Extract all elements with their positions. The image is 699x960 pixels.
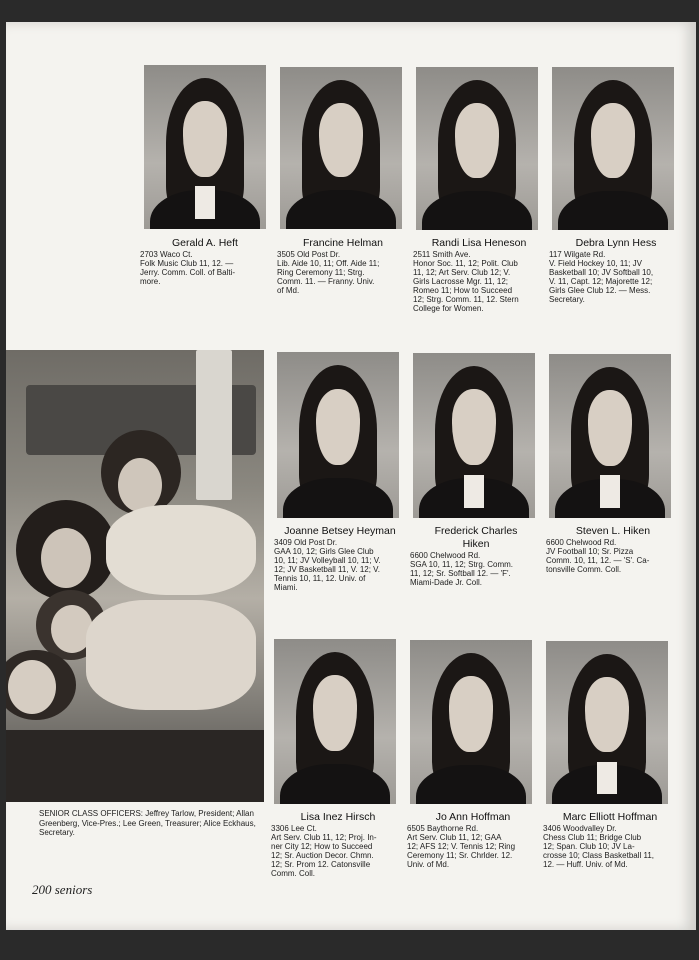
senior-name: Debra Lynn Hess	[575, 237, 657, 249]
senior-name: Francine Helman	[303, 237, 383, 249]
senior-name: Gerald A. Heft	[172, 237, 238, 249]
page-number: 200	[32, 882, 52, 897]
senior-name: Marc Elliott Hoffman	[562, 811, 658, 823]
senior-caption: Jo Ann Hoffman 6505 Baythorne Rd. Art Serv. Club 11, 12; GAA 12; AFS 12; V. Tennis 12; Ring Ceremony 11; Sr. Chrlder. 12. Univ. of Md.	[407, 811, 539, 869]
page-folio	[32, 882, 92, 898]
senior-caption: Steven L. Hiken 6600 Chelwood Rd. JV Football 10; Sr. Pizza Comm. 10, 11, 12. — 'S'. Ca- tonsville Comm. Coll.	[546, 525, 680, 574]
portrait-photo	[410, 640, 532, 804]
portrait-photo	[280, 67, 402, 229]
senior-caption: Frederick Charles Hiken 6600 Chelwood Rd. SGA 10, 11, 12; Strg. Comm. 11, 12; Sr. Softball 12. — 'F'. Miami-Dade Jr. Coll.	[410, 525, 542, 587]
senior-name-continued: Hiken	[462, 538, 490, 550]
senior-name: Frederick Charles	[434, 525, 518, 537]
officers-caption: SENIOR CLASS OFFICERS: Jeffrey Tarlow, President; Allan Greenberg, Vice-Pres.; Lee Green, Treasurer; Alice Eckhaus, Secretary.	[39, 809, 256, 837]
portrait-photo	[552, 67, 674, 230]
section-label: seniors	[54, 882, 93, 897]
senior-name: Steven L. Hiken	[575, 525, 651, 537]
senior-caption: Debra Lynn Hess 117 Wilgate Rd. V. Field Hockey 10, 11; JV Basketball 10; JV Softball 10, V. 11, Capt. 12; Majorette 12; Girls Glee Club 12. — Mess. Secretary.	[549, 237, 683, 304]
senior-caption: Joanne Betsey Heyman 3409 Old Post Dr. GAA 10, 12; Girls Glee Club 10, 11; JV Volleyball 10, 11; V. 12; JV Basketball 11, V. 12; V. Tennis 10, 11, 12. Univ. of Miami.	[274, 525, 406, 592]
portrait-photo	[413, 353, 535, 518]
senior-name: Joanne Betsey Heyman	[284, 525, 396, 537]
senior-caption: Marc Elliott Hoffman 3406 Woodvalley Dr. Chess Club 11; Bridge Club 12; Span. Club 10; JV La- crosse 10; Class Basketball 11, 12. — Huff. Univ. of Md.	[543, 811, 677, 869]
senior-name: Jo Ann Hoffman	[435, 811, 511, 823]
senior-name: Randi Lisa Heneson	[431, 237, 527, 249]
class-officers-photo	[6, 350, 264, 802]
yearbook-page	[6, 22, 696, 930]
portrait-photo	[274, 639, 396, 804]
senior-caption: Lisa Inez Hirsch 3306 Lee Ct. Art Serv. Club 11, 12; Proj. In- ner City 12; How to Succeed 12; Sr. Auction Decor. Chmn. 12; Sr. Prom 12. Catonsville Comm. Coll.	[271, 811, 405, 878]
senior-caption: Gerald A. Heft 2703 Waco Ct. Folk Music Club 11, 12. — Jerry. Comm. Coll. of Balti- more.	[140, 237, 270, 286]
senior-caption: Randi Lisa Heneson 2511 Smith Ave. Honor Soc. 11, 12; Polit. Club 11, 12; Art Serv. Club 12; V. Girls Lacrosse Mgr. 11, 12; Romeo 11; How to Succeed 12; Strg. Comm. 11, 12. Stern College for Women.	[413, 237, 545, 313]
portrait-photo	[416, 67, 538, 230]
portrait-photo	[549, 354, 671, 518]
portrait-photo	[546, 641, 668, 804]
portrait-photo	[144, 65, 266, 229]
senior-caption: Francine Helman 3505 Old Post Dr. Lib. Aide 10, 11; Off. Aide 11; Ring Ceremony 11; Strg. Comm. 11. — Franny. Univ. of Md.	[277, 237, 409, 295]
portrait-photo	[277, 352, 399, 518]
senior-name: Lisa Inez Hirsch	[300, 811, 376, 823]
